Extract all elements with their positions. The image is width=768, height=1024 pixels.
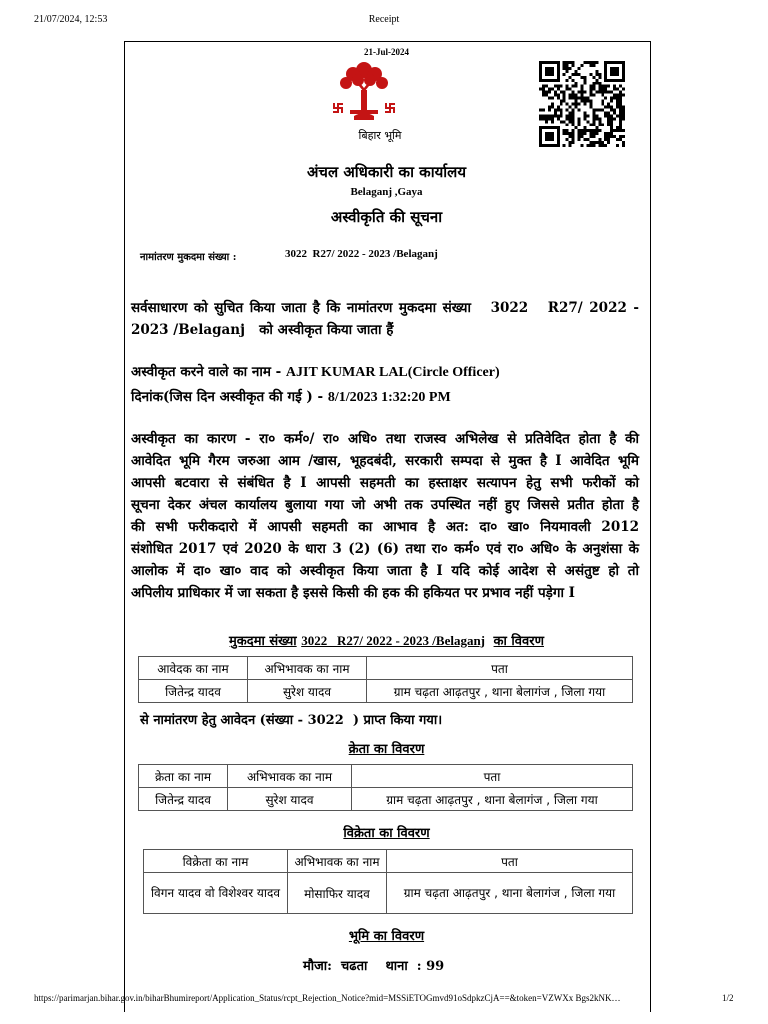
table-cell: जितेन्द्र यादव: [139, 680, 248, 703]
intro-line: सर्वसाधारण को सुचित किया जाता है कि नामांतरण मुकदमा संख्या 3022 R27/ 2022 -: [131, 300, 639, 316]
case-number-label: नामांतरण मुकदमा संख्या :: [140, 252, 237, 263]
rejector-row: [131, 362, 500, 381]
case-details-prefix: मुकदमा संख्या: [229, 634, 297, 649]
logo-caption: बिहार भूमि: [358, 129, 402, 142]
table-header-cell: विक्रेता का नाम: [144, 850, 288, 873]
table-header-cell: पता: [367, 657, 633, 680]
office-title: अंचल अधिकारी का कार्यालय: [306, 163, 467, 181]
print-url: https://parimarjan.bihar.gov.in/biharBhumireport/Application_Status/rcpt_Rejection_Notice?mid=MSSiETOGmvd91oSdpkzCjA==&token=VZWXx Bgs2kNK…: [34, 993, 621, 1003]
land-mauza: मौजा: चढता थाना : 99: [303, 959, 445, 974]
table-cell: मोसाफिर यादव: [288, 873, 387, 914]
tree-emblem-icon: [328, 58, 400, 130]
table-header-row: [144, 850, 633, 873]
document-date: 21-Jul-2024: [364, 47, 409, 57]
land-heading: भूमि का विवरण: [348, 929, 425, 944]
table-cell: ग्राम चढ़ता आढ़तपुर , थाना बेलागंज , जिला गया: [367, 680, 633, 703]
case-details-suffix: का विवरण: [493, 634, 544, 649]
table-cell: ग्राम चढ़ता आढ़तपुर , थाना बेलागंज , जिला गया: [387, 873, 633, 914]
case-details-heading: [124, 631, 649, 649]
intro-line: 2023 /Belaganj को अस्वीकृत किया जाता हैं: [131, 322, 394, 338]
rejection-date-label: दिनांक(जिस दिन अस्वीकृत की गई ) -: [131, 389, 324, 405]
rejector-label: अस्वीकृत करने वाले का नाम -: [131, 364, 282, 380]
qr-code-icon: [539, 61, 625, 147]
table-header-cell: पता: [352, 765, 633, 788]
notice-title: अस्वीकृति की सूचना: [330, 208, 443, 226]
reason-paragraph: [131, 428, 639, 604]
reason-line: की सभी फरीकदारो में आपसी सहमती का आभाव है अत: दा० खा० नियमावली 2012: [131, 519, 639, 535]
reason-line: आवेदित भूमि गैरम जरुआ आम /खास, भूहदबंदी, सरकारी सम्पदा से मुक्त है I आवेदित भूमि: [131, 453, 639, 469]
buyer-table: [138, 764, 633, 811]
table-cell: ग्राम चढ़ता आढ़तपुर , थाना बेलागंज , जिला गया: [352, 788, 633, 811]
reason-line: संशोधित 2017 एवं 2020 के धारा 3 (2) (6) तथा रा० कर्म० एवं रा० अधि० के अनुशंसा के: [131, 541, 639, 557]
rejector-name: AJIT KUMAR LAL(Circle Officer): [285, 365, 500, 380]
table-header-cell: क्रेता का नाम: [139, 765, 228, 788]
table-header-cell: अभिभावक का नाम: [248, 657, 367, 680]
table-row: [139, 680, 633, 703]
table-header-cell: अभिभावक का नाम: [288, 850, 387, 873]
rejection-date-row: [131, 387, 451, 406]
seller-heading: विक्रेता का विवरण: [343, 826, 430, 841]
reason-line: आलोक में दा० खा० वाद को अस्वीकृत किया जाता है I यदि कोई आदेश से असंतुष्ट हो तो: [131, 563, 639, 579]
intro-paragraph: [131, 297, 639, 341]
table-cell: सुरेश यादव: [248, 680, 367, 703]
table-header-cell: पता: [387, 850, 633, 873]
print-datetime: 21/07/2024, 12:53: [34, 14, 108, 25]
table-cell: विगन यादव वो विशेश्वर यादव: [144, 873, 288, 914]
table-cell: जितेन्द्र यादव: [139, 788, 228, 811]
reason-line: अपिलीय प्राधिकार में जा सकता है इससे किसी की हक की हकियत पर प्रभाव नहीं पड़ेगा I: [131, 585, 575, 601]
case-number-value: 3022 R27/ 2022 - 2023 /Belaganj: [285, 248, 438, 260]
print-page-number: 1/2: [722, 993, 734, 1003]
print-page-title: Receipt: [368, 14, 400, 25]
table-header-row: [139, 765, 633, 788]
buyer-heading: क्रेता का विवरण: [348, 742, 425, 757]
office-location: Belaganj ,Gaya: [350, 186, 423, 198]
reason-line: सूचना देकर अंचल कार्यालय बुलाया गया जो अभी तक उपस्थित नहीं हुए जिससे प्रतीत होता है: [131, 497, 639, 513]
reason-line: आपसी बटवारा से संबंधित है I आपसी सहमती का हस्ताक्षर सत्यापन हेतु सभी फरीकों को: [131, 475, 639, 491]
application-received-line: से नामांतरण हेतु आवेदन (संख्या - 3022 ) प्राप्त किया गया।: [140, 713, 443, 728]
table-cell: सुरेश यादव: [228, 788, 352, 811]
reason-line: अस्वीकृत का कारण - रा० कर्म०/ रा० अधि० तथा राजस्व अभिलेख से प्रतिवेदित होता है की: [131, 431, 639, 447]
table-row: [144, 873, 633, 914]
table-header-cell: आवेदक का नाम: [139, 657, 248, 680]
qr-code: [539, 61, 625, 147]
case-details-number: 3022 R27/ 2022 - 2023 /Belaganj: [301, 633, 486, 648]
bihar-bhumi-logo: [328, 58, 400, 138]
seller-table: [143, 849, 633, 914]
table-row: [139, 788, 633, 811]
table-header-row: [139, 657, 633, 680]
applicant-table: [138, 656, 633, 703]
rejection-date-value: 8/1/2023 1:32:20 PM: [327, 390, 451, 405]
table-header-cell: अभिभावक का नाम: [228, 765, 352, 788]
